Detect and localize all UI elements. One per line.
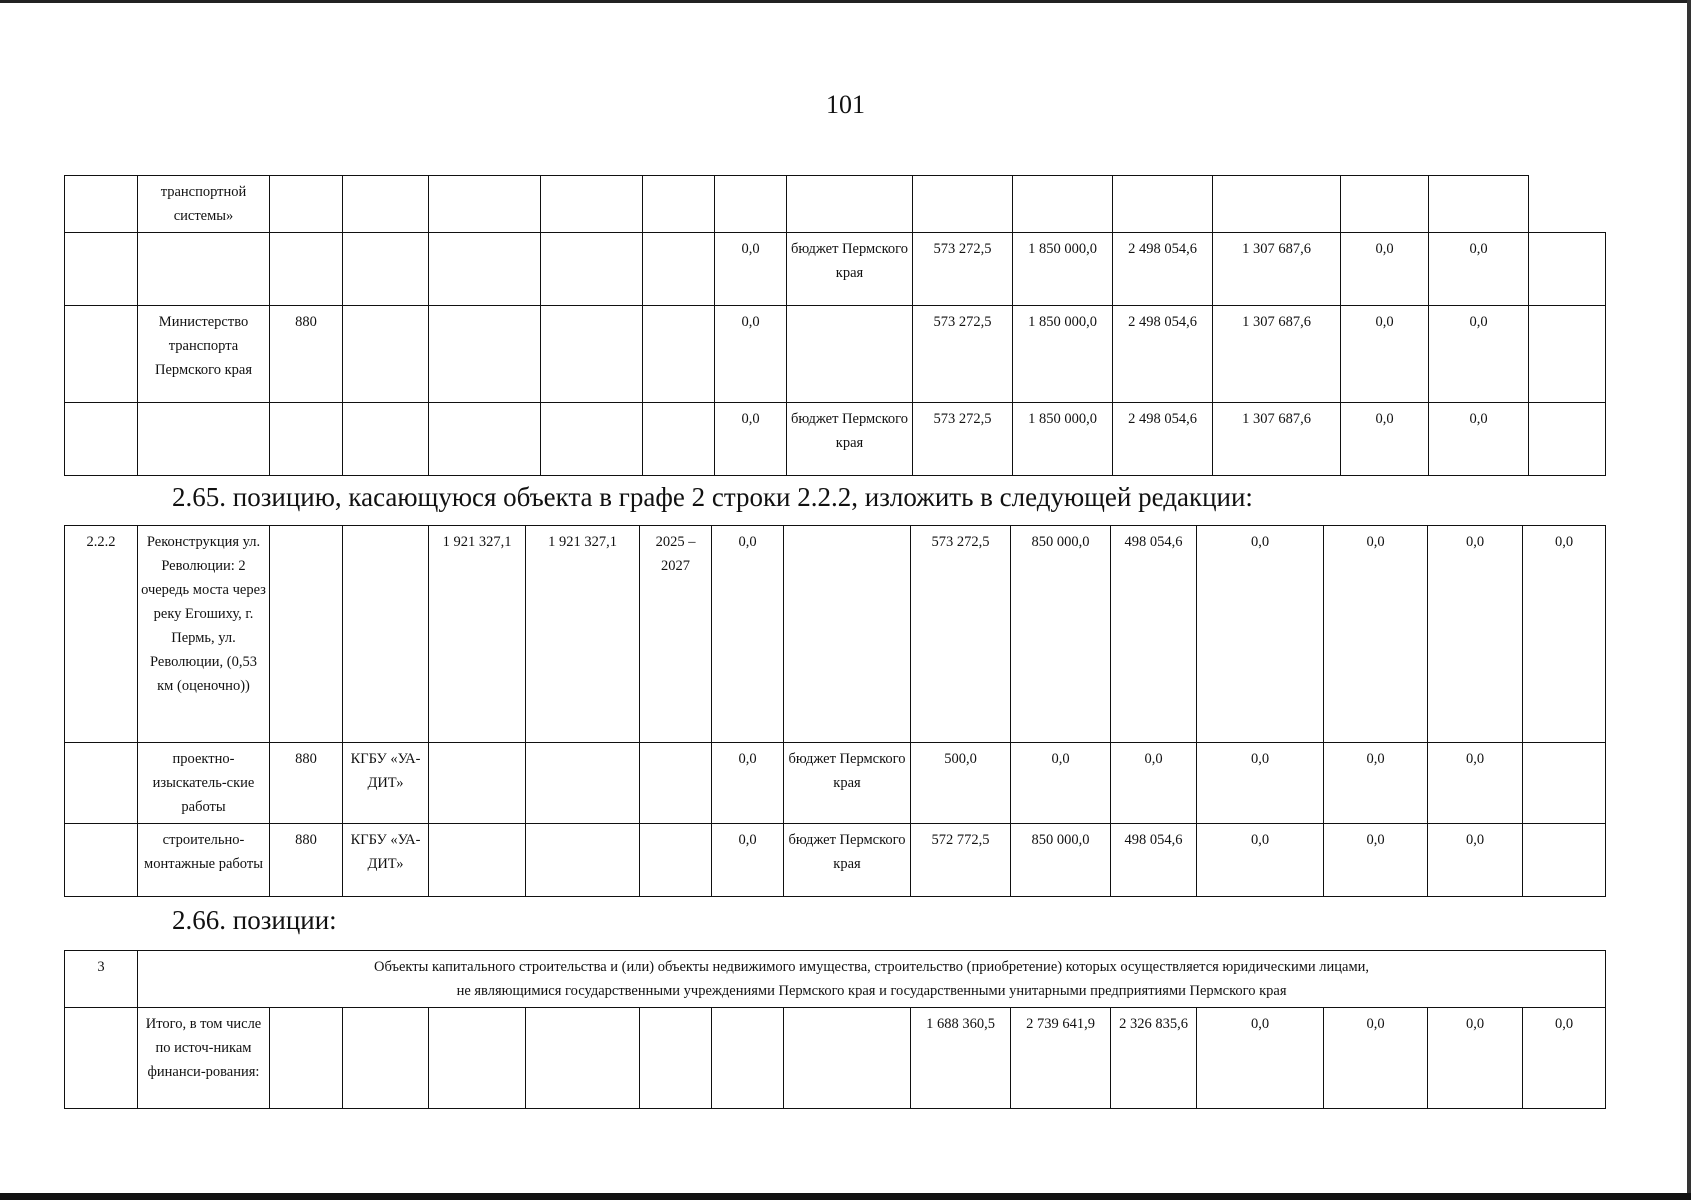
scan-edge-top bbox=[0, 0, 1691, 3]
table-cell: 1 307 687,6 bbox=[1213, 233, 1341, 306]
table-cell: 0,0 bbox=[1429, 233, 1529, 306]
table-cell bbox=[138, 403, 270, 476]
table-cell: 0,0 bbox=[1429, 403, 1529, 476]
table-cell bbox=[270, 1008, 343, 1109]
table-cell: 0,0 bbox=[1011, 743, 1111, 824]
table-cell: 0,0 bbox=[712, 743, 784, 824]
table-cell: проектно-изыскатель-ские работы bbox=[138, 743, 270, 824]
table-cell bbox=[787, 176, 913, 233]
table-cell: 498 054,6 bbox=[1111, 824, 1197, 897]
table-cell: 0,0 bbox=[1324, 1008, 1428, 1109]
section-title-cell bbox=[138, 951, 1606, 1008]
table-row bbox=[65, 176, 1606, 233]
table-cell: 2 498 054,6 bbox=[1113, 233, 1213, 306]
table-cell bbox=[1529, 306, 1606, 403]
table-cell: 573 272,5 bbox=[913, 306, 1013, 403]
table-cell: 0,0 bbox=[1324, 824, 1428, 897]
table-cell: 850 000,0 bbox=[1011, 824, 1111, 897]
table-cell bbox=[712, 1008, 784, 1109]
table-cell bbox=[1529, 233, 1606, 306]
table-cell: 0,0 bbox=[1197, 526, 1324, 743]
table-cell: 0,0 bbox=[712, 824, 784, 897]
table-cell: 880 bbox=[270, 306, 343, 403]
table-cell: 1 307 687,6 bbox=[1213, 403, 1341, 476]
table-cell bbox=[270, 403, 343, 476]
table-cell: 0,0 bbox=[1341, 306, 1429, 403]
table-cell: 1 921 327,1 bbox=[429, 526, 526, 743]
table-cell: 0,0 bbox=[1523, 526, 1606, 743]
table-cell: 0,0 bbox=[1429, 306, 1529, 403]
table-cell: 1 921 327,1 bbox=[526, 526, 640, 743]
table-cell bbox=[429, 233, 541, 306]
table-cell bbox=[913, 176, 1013, 233]
table-cell bbox=[1113, 176, 1213, 233]
table-cell: 1 850 000,0 bbox=[1013, 306, 1113, 403]
table-cell: 0,0 bbox=[715, 403, 787, 476]
table-row bbox=[65, 233, 1606, 306]
table-cell bbox=[270, 233, 343, 306]
table-cell bbox=[343, 1008, 429, 1109]
table-cell: 0,0 bbox=[1197, 743, 1324, 824]
table-cell bbox=[343, 233, 429, 306]
table-cell: Итого, в том числе по источ-никам финанси-рования: bbox=[138, 1008, 270, 1109]
table-cell: 850 000,0 bbox=[1011, 526, 1111, 743]
table-cell: 0,0 bbox=[1428, 743, 1523, 824]
table-cell bbox=[343, 526, 429, 743]
table-cell bbox=[429, 743, 526, 824]
table-cell: КГБУ «УА-ДИТ» bbox=[343, 743, 429, 824]
table-cell bbox=[429, 176, 541, 233]
table-cell: КГБУ «УА-ДИТ» bbox=[343, 824, 429, 897]
table-cell bbox=[541, 306, 643, 403]
table-cell: 2 498 054,6 bbox=[1113, 306, 1213, 403]
table-cell bbox=[429, 306, 541, 403]
section-title-line-2: не являющимися государственными учреждениями Пермского края и государственными унитарными предприятиями Пермского края bbox=[456, 983, 1287, 999]
table-cell: 0,0 bbox=[1428, 1008, 1523, 1109]
table-cell bbox=[784, 1008, 911, 1109]
table-cell: 0,0 bbox=[1341, 233, 1429, 306]
table-cell: 572 772,5 bbox=[911, 824, 1011, 897]
table-row bbox=[65, 526, 1606, 743]
table-cell: 0,0 bbox=[715, 306, 787, 403]
table-cell bbox=[343, 306, 429, 403]
table-cell bbox=[65, 233, 138, 306]
table-cell: 0,0 bbox=[1197, 824, 1324, 897]
table-cell: 500,0 bbox=[911, 743, 1011, 824]
table-cell: 0,0 bbox=[1111, 743, 1197, 824]
table-cell: бюджет Пермского края bbox=[787, 403, 913, 476]
table-cell bbox=[715, 176, 787, 233]
table-cell bbox=[643, 306, 715, 403]
table-cell bbox=[429, 403, 541, 476]
amendment-heading-2-65: 2.65. позицию, касающуюся объекта в графе 2 строки 2.2.2, изложить в следующей редакции: bbox=[172, 482, 1253, 512]
table-cell bbox=[343, 176, 429, 233]
amendment-heading-2-66: 2.66. позиции: bbox=[172, 905, 337, 935]
table-cell: 2 739 641,9 bbox=[1011, 1008, 1111, 1109]
section-title-line-1: Объекты капитального строительства и (или) объекты недвижимого имущества, строительство (приобретение) которых осуществляется юридическими лицами, bbox=[374, 959, 1370, 975]
table-cell: 0,0 bbox=[715, 233, 787, 306]
table-cell: 573 272,5 bbox=[913, 233, 1013, 306]
table-cell: строительно-монтажные работы bbox=[138, 824, 270, 897]
table-cell: Министерство транспорта Пермского края bbox=[138, 306, 270, 403]
table-cell bbox=[1523, 743, 1606, 824]
table-cell: бюджет Пермского края bbox=[784, 743, 911, 824]
table-cell bbox=[65, 403, 138, 476]
section-3-table bbox=[64, 950, 1606, 1109]
table-row bbox=[65, 824, 1606, 897]
table-cell bbox=[640, 743, 712, 824]
section-header-row bbox=[65, 951, 1606, 1008]
table-cell: 880 bbox=[270, 743, 343, 824]
table-cell bbox=[643, 176, 715, 233]
table-cell bbox=[541, 176, 643, 233]
table-cell: 2 498 054,6 bbox=[1113, 403, 1213, 476]
table-cell: 2 326 835,6 bbox=[1111, 1008, 1197, 1109]
table-cell bbox=[65, 306, 138, 403]
table-row bbox=[65, 306, 1606, 403]
table-cell bbox=[784, 526, 911, 743]
table-cell bbox=[787, 306, 913, 403]
scan-edge-right bbox=[1687, 0, 1691, 1200]
table-cell bbox=[643, 403, 715, 476]
table-cell bbox=[138, 233, 270, 306]
table-cell: 0,0 bbox=[1341, 403, 1429, 476]
table-cell bbox=[270, 526, 343, 743]
table-cell bbox=[640, 1008, 712, 1109]
table-cell bbox=[65, 824, 138, 897]
table-cell bbox=[541, 403, 643, 476]
table-cell: 1 307 687,6 bbox=[1213, 306, 1341, 403]
table-cell bbox=[643, 233, 715, 306]
table-cell bbox=[1429, 176, 1529, 233]
table-cell bbox=[65, 743, 138, 824]
table-cell: 573 272,5 bbox=[911, 526, 1011, 743]
table-cell bbox=[1013, 176, 1113, 233]
table-cell bbox=[526, 824, 640, 897]
table-cell: Реконструкция ул. Революции: 2 очередь моста через реку Егошиху, г. Пермь, ул. Революции, (0,53 км (оценочно)) bbox=[138, 526, 270, 743]
table-cell bbox=[429, 824, 526, 897]
table-row bbox=[65, 403, 1606, 476]
table-cell: транспортной системы» bbox=[138, 176, 270, 233]
table-cell bbox=[270, 176, 343, 233]
table-cell: 0,0 bbox=[1428, 526, 1523, 743]
scan-edge-bottom bbox=[0, 1193, 1691, 1200]
table-cell: 1 850 000,0 bbox=[1013, 403, 1113, 476]
table-cell: 0,0 bbox=[1324, 743, 1428, 824]
section-number-cell: 3 bbox=[65, 951, 138, 1008]
table-cell: бюджет Пермского края bbox=[784, 824, 911, 897]
table-cell: 2025 – 2027 bbox=[640, 526, 712, 743]
object-2-2-2-table bbox=[64, 525, 1606, 897]
table-cell bbox=[640, 824, 712, 897]
table-cell bbox=[526, 743, 640, 824]
table-cell: 573 272,5 bbox=[913, 403, 1013, 476]
page-number: 101 bbox=[826, 90, 865, 119]
table-cell bbox=[526, 1008, 640, 1109]
table-cell: 0,0 bbox=[1324, 526, 1428, 743]
table-cell bbox=[343, 403, 429, 476]
table-cell: 0,0 bbox=[1428, 824, 1523, 897]
funding-table-continuation bbox=[64, 175, 1606, 476]
table-cell: бюджет Пермского края bbox=[787, 233, 913, 306]
table-cell: 1 688 360,5 bbox=[911, 1008, 1011, 1109]
table-cell: 0,0 bbox=[1197, 1008, 1324, 1109]
table-cell bbox=[1341, 176, 1429, 233]
table-cell bbox=[429, 1008, 526, 1109]
table-cell bbox=[1529, 403, 1606, 476]
table-cell: 0,0 bbox=[1523, 1008, 1606, 1109]
table-cell bbox=[1213, 176, 1341, 233]
table-cell bbox=[65, 176, 138, 233]
table-cell bbox=[65, 1008, 138, 1109]
table-cell: 0,0 bbox=[712, 526, 784, 743]
table-row bbox=[65, 743, 1606, 824]
table-cell bbox=[1523, 824, 1606, 897]
table-row bbox=[65, 1008, 1606, 1109]
table-cell: 880 bbox=[270, 824, 343, 897]
table-cell: 498 054,6 bbox=[1111, 526, 1197, 743]
table-cell bbox=[541, 233, 643, 306]
table-cell: 1 850 000,0 bbox=[1013, 233, 1113, 306]
table-cell: 2.2.2 bbox=[65, 526, 138, 743]
